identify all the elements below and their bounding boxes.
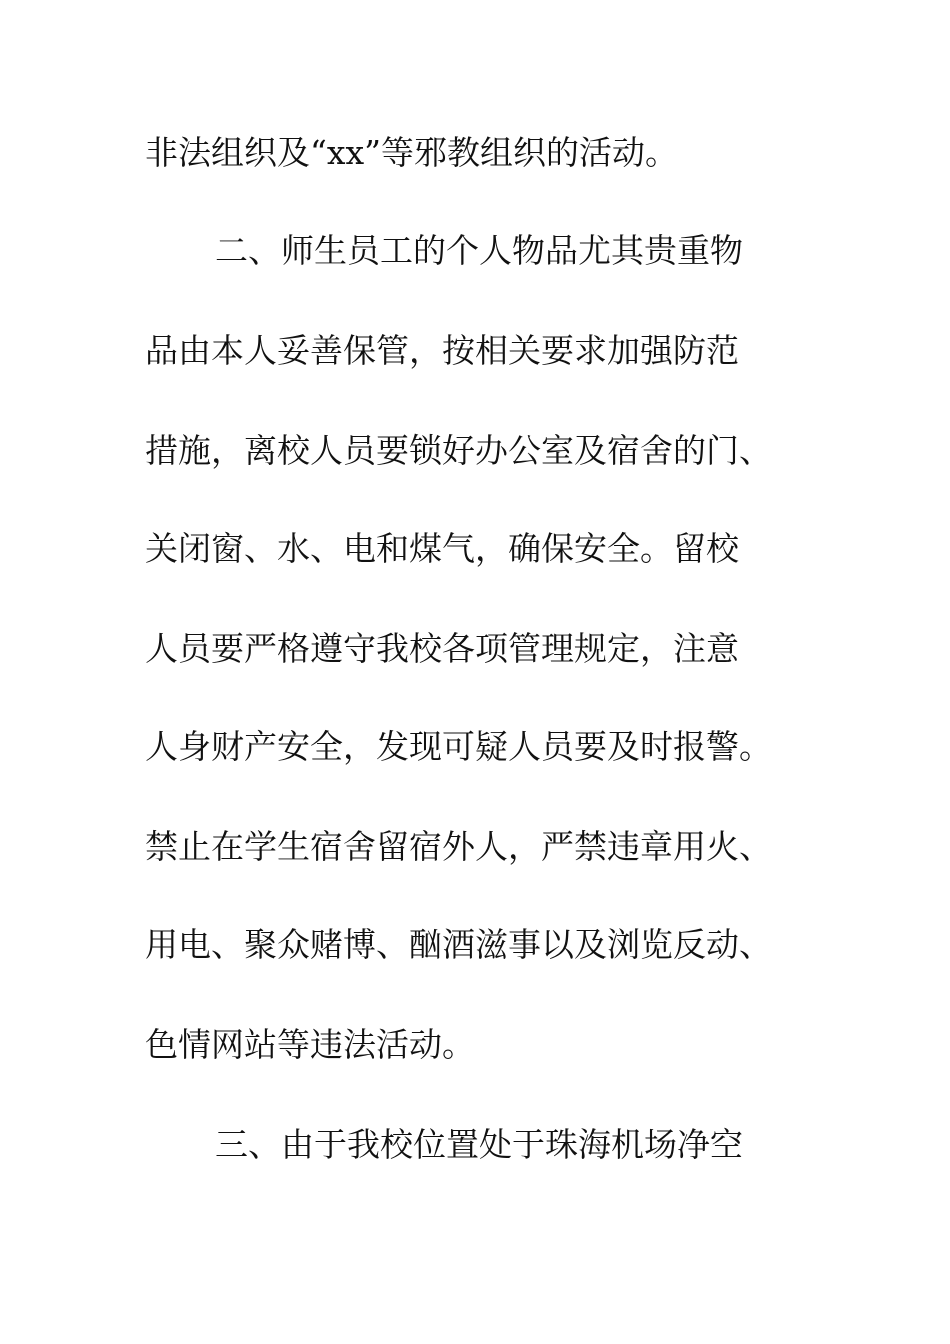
text-line: 非法组织及“xx”等邪教组织的活动。 (145, 133, 678, 172)
text-line: 人身财产安全，发现可疑人员要及时报警。 (145, 727, 772, 766)
text-line: 品由本人妥善保管，按相关要求加强防范 (145, 331, 739, 370)
text-line: 关闭窗、水、电和煤气，确保安全。留校 (145, 529, 739, 568)
paragraph-start-line: 三、由于我校位置处于珠海机场净空 (215, 1125, 743, 1164)
paragraph-start-line: 二、师生员工的个人物品尤其贵重物 (215, 231, 743, 270)
text-line: 人员要严格遵守我校各项管理规定，注意 (145, 629, 739, 668)
text-line: 用电、聚众赌博、酗酒滋事以及浏览反动、 (145, 925, 772, 964)
text-line: 色情网站等违法活动。 (145, 1025, 475, 1064)
text-line: 措施，离校人员要锁好办公室及宿舍的门、 (145, 431, 772, 470)
text-line: 禁止在学生宿舍留宿外人，严禁违章用火、 (145, 827, 772, 866)
